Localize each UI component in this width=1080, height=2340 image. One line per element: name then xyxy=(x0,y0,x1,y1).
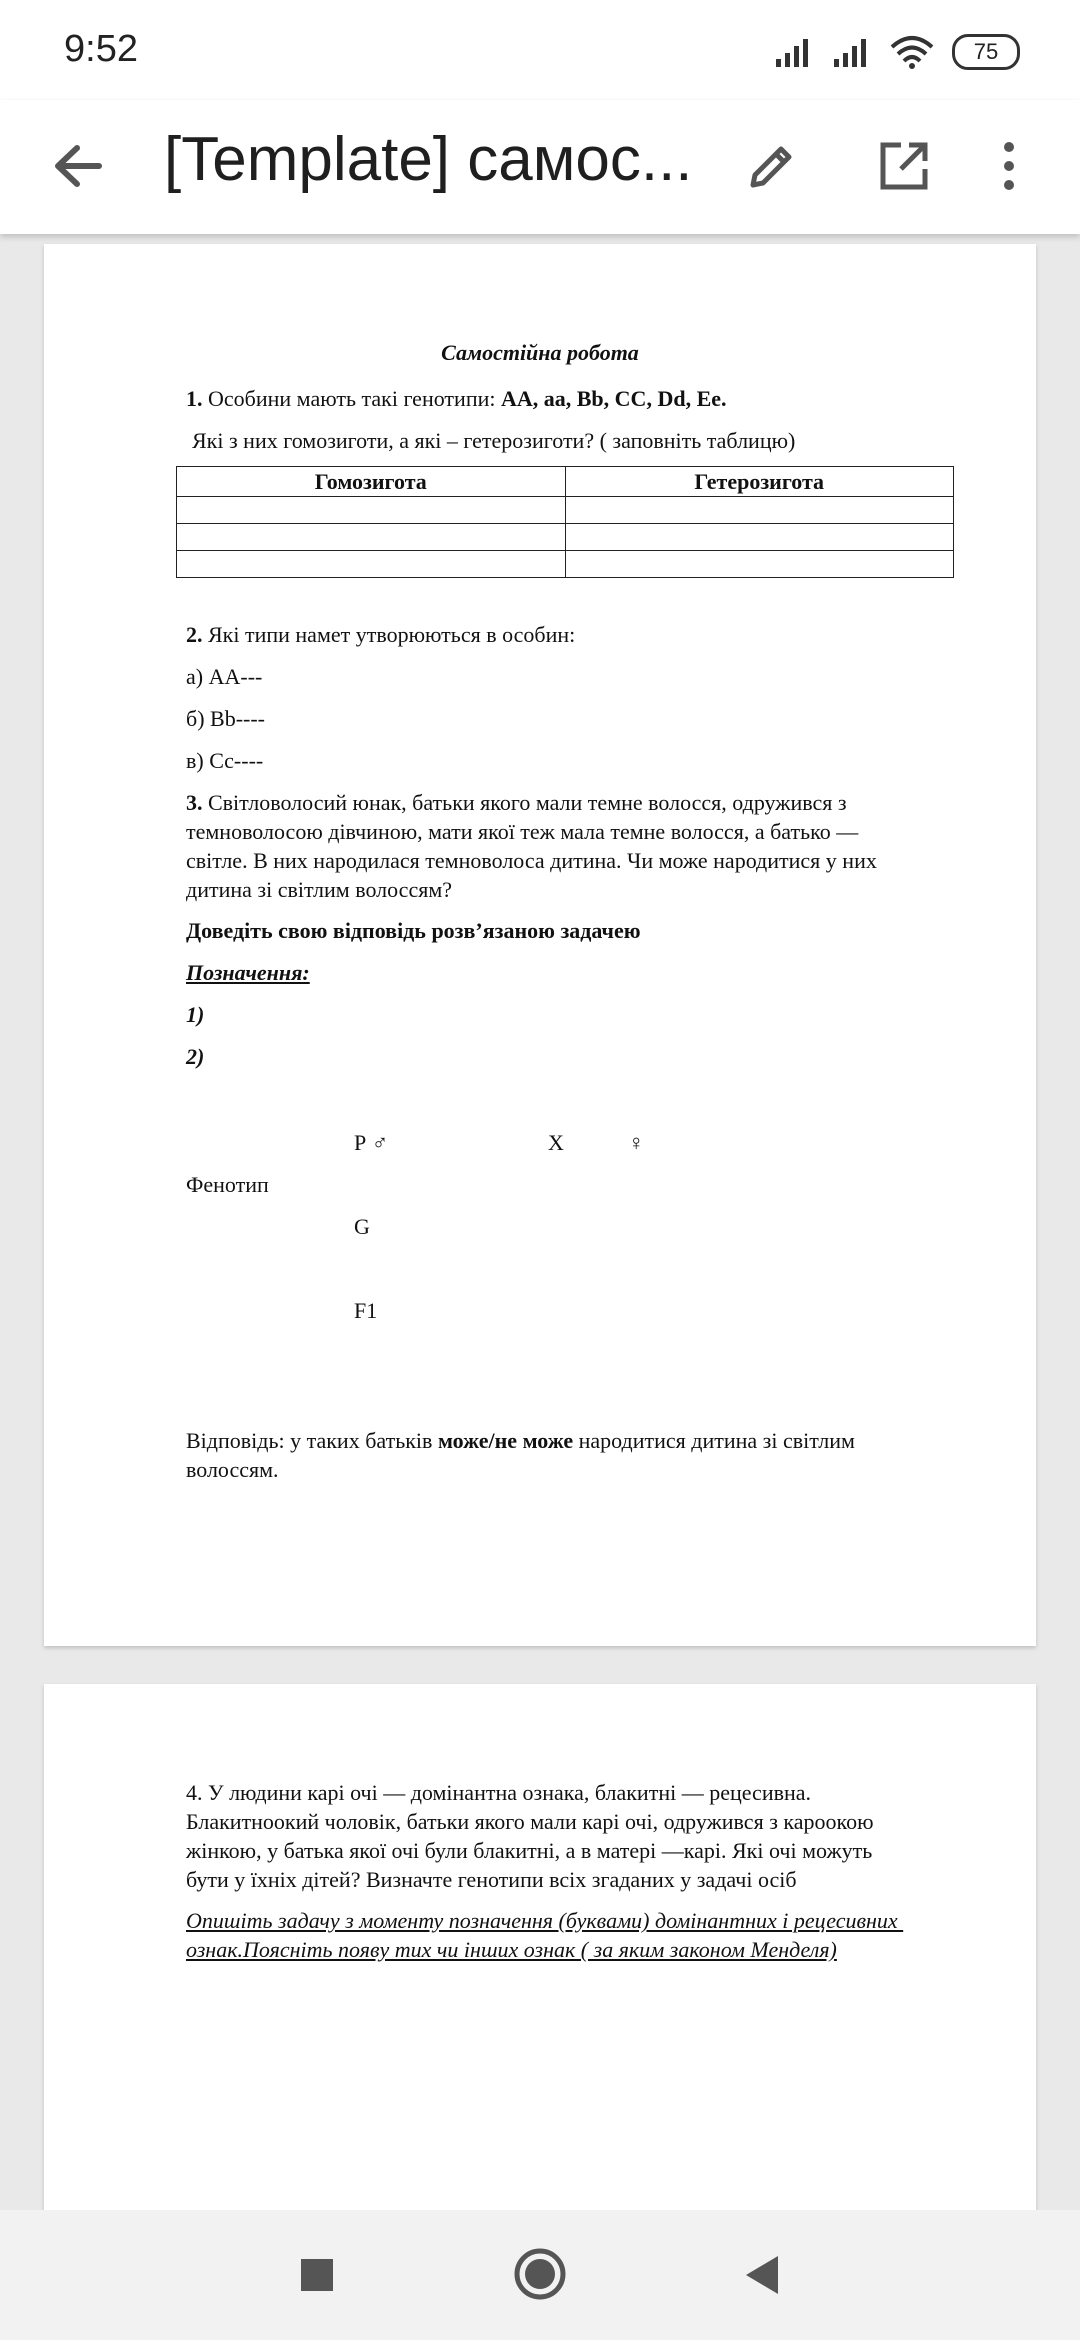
q2-number: 2. xyxy=(186,622,203,647)
status-icons xyxy=(774,30,1020,74)
notation-item: 2) xyxy=(186,1044,205,1069)
q3-line: Світловолосий юнак, батьки якого мали темне волосся, одружився з xyxy=(208,790,847,815)
genotype-table xyxy=(176,466,954,578)
q4-line: бути у їхніх дітей? Визначте генотипи всіх згаданих у задачі осіб xyxy=(186,1867,797,1892)
answer-line-2: волоссям. xyxy=(186,1457,279,1482)
question-1 xyxy=(186,384,727,413)
q2-item: в) Сс---- xyxy=(186,748,264,773)
more-options-button[interactable] xyxy=(982,128,1036,204)
q1-genotypes: АА, аа, Вb, СС, Dd, Ее. xyxy=(500,386,727,411)
cross-label: Х xyxy=(548,1130,564,1155)
q3-line: світле. В них народилася темноволоса дитина. Чи може народитися у них xyxy=(186,848,877,873)
open-in-new-icon xyxy=(877,139,931,193)
triangle-back-icon xyxy=(740,2252,784,2298)
document-title: [Template] самос... xyxy=(164,125,693,194)
q1-number: 1. xyxy=(186,386,203,411)
page-heading: Самостійна робота xyxy=(441,340,639,365)
answer-line xyxy=(186,1426,855,1455)
table-header: Гетерозигота xyxy=(565,467,954,497)
app-bar xyxy=(0,100,1080,234)
table-row xyxy=(177,524,954,551)
square-icon xyxy=(296,2254,338,2296)
table-cell xyxy=(177,551,566,578)
navigation-bar xyxy=(0,2210,1080,2340)
table-cell xyxy=(565,497,954,524)
phenotype-label: Фенотип xyxy=(186,1172,269,1197)
table-cell xyxy=(177,524,566,551)
female-symbol: ♀ xyxy=(628,1130,645,1155)
table-cell xyxy=(565,524,954,551)
parents-label: Р ♂ xyxy=(354,1130,389,1155)
question-3 xyxy=(186,788,847,817)
q1-subtext: Які з них гомозиготи, а які – гетерозиготи? ( заповніть таблицю) xyxy=(192,428,796,453)
edit-button[interactable] xyxy=(734,128,810,204)
q4-instructions: Опишіть задачу з моменту позначення (буквами) домінантних і рецесивних xyxy=(186,1908,904,1933)
status-bar xyxy=(0,0,1080,100)
open-external-button[interactable] xyxy=(866,128,942,204)
q2-item: а) АА--- xyxy=(186,664,263,689)
f1-label: F1 xyxy=(354,1298,378,1323)
q4-line: 4. У людини карі очі — домінантна ознака, блакитні — рецесивна. xyxy=(186,1780,812,1805)
gametes-label: G xyxy=(354,1214,370,1239)
answer-prefix: Відповідь: у таких батьків xyxy=(186,1428,433,1453)
answer-suffix: народитися дитина зі світлим xyxy=(578,1428,855,1453)
pencil-icon xyxy=(745,139,799,193)
more-vert-icon xyxy=(1002,141,1016,191)
table-row xyxy=(177,551,954,578)
document-page-1 xyxy=(44,244,1036,1646)
q1-text: Особини мають такі генотипи: xyxy=(208,386,496,411)
document-page-2 xyxy=(44,1684,1036,2210)
q2-item: б) Вb---- xyxy=(186,706,265,731)
q4-line: жінкою, у батька якої очі були блакитні, а в матері —карі. Які очі можуть xyxy=(186,1838,873,1863)
circle-home-icon xyxy=(512,2246,568,2302)
back-nav-button[interactable] xyxy=(740,2252,784,2298)
table-header: Гомозигота xyxy=(177,467,566,497)
arrow-back-icon xyxy=(53,144,103,188)
answer-choice: може/не може xyxy=(437,1428,574,1453)
recents-button[interactable] xyxy=(296,2254,338,2296)
table-header-row xyxy=(177,467,954,497)
clock: 9:52 xyxy=(64,28,138,70)
table-cell xyxy=(565,551,954,578)
q3-prove: Доведіть свою відповідь розв’язаною задачею xyxy=(186,918,641,943)
notation-item: 1) xyxy=(186,1002,205,1027)
q4-instructions: ознак.Поясніть появу тих чи інших ознак ( за яким законом Менделя) xyxy=(186,1937,837,1962)
q4-line: Блакитноокий чоловік, батьки якого мали карі очі, одружився з кароокою xyxy=(186,1809,874,1834)
home-button[interactable] xyxy=(512,2246,568,2302)
table-row xyxy=(177,497,954,524)
q3-line: темноволосою дівчиною, мати якої теж мала темне волосся, а батько — xyxy=(186,819,859,844)
notation-label: Позначення: xyxy=(186,960,310,985)
cellular-signal-icon-2 xyxy=(832,37,872,67)
battery-indicator: 75 xyxy=(952,34,1020,70)
table-cell xyxy=(177,497,566,524)
cellular-signal-icon xyxy=(774,37,814,67)
question-2 xyxy=(186,620,575,649)
wifi-icon xyxy=(890,35,934,69)
q3-number: 3. xyxy=(186,790,203,815)
back-button[interactable] xyxy=(40,128,116,204)
q3-line: дитина зі світлим волоссям? xyxy=(186,877,453,902)
q2-text: Які типи намет утворюються в особин: xyxy=(208,622,576,647)
